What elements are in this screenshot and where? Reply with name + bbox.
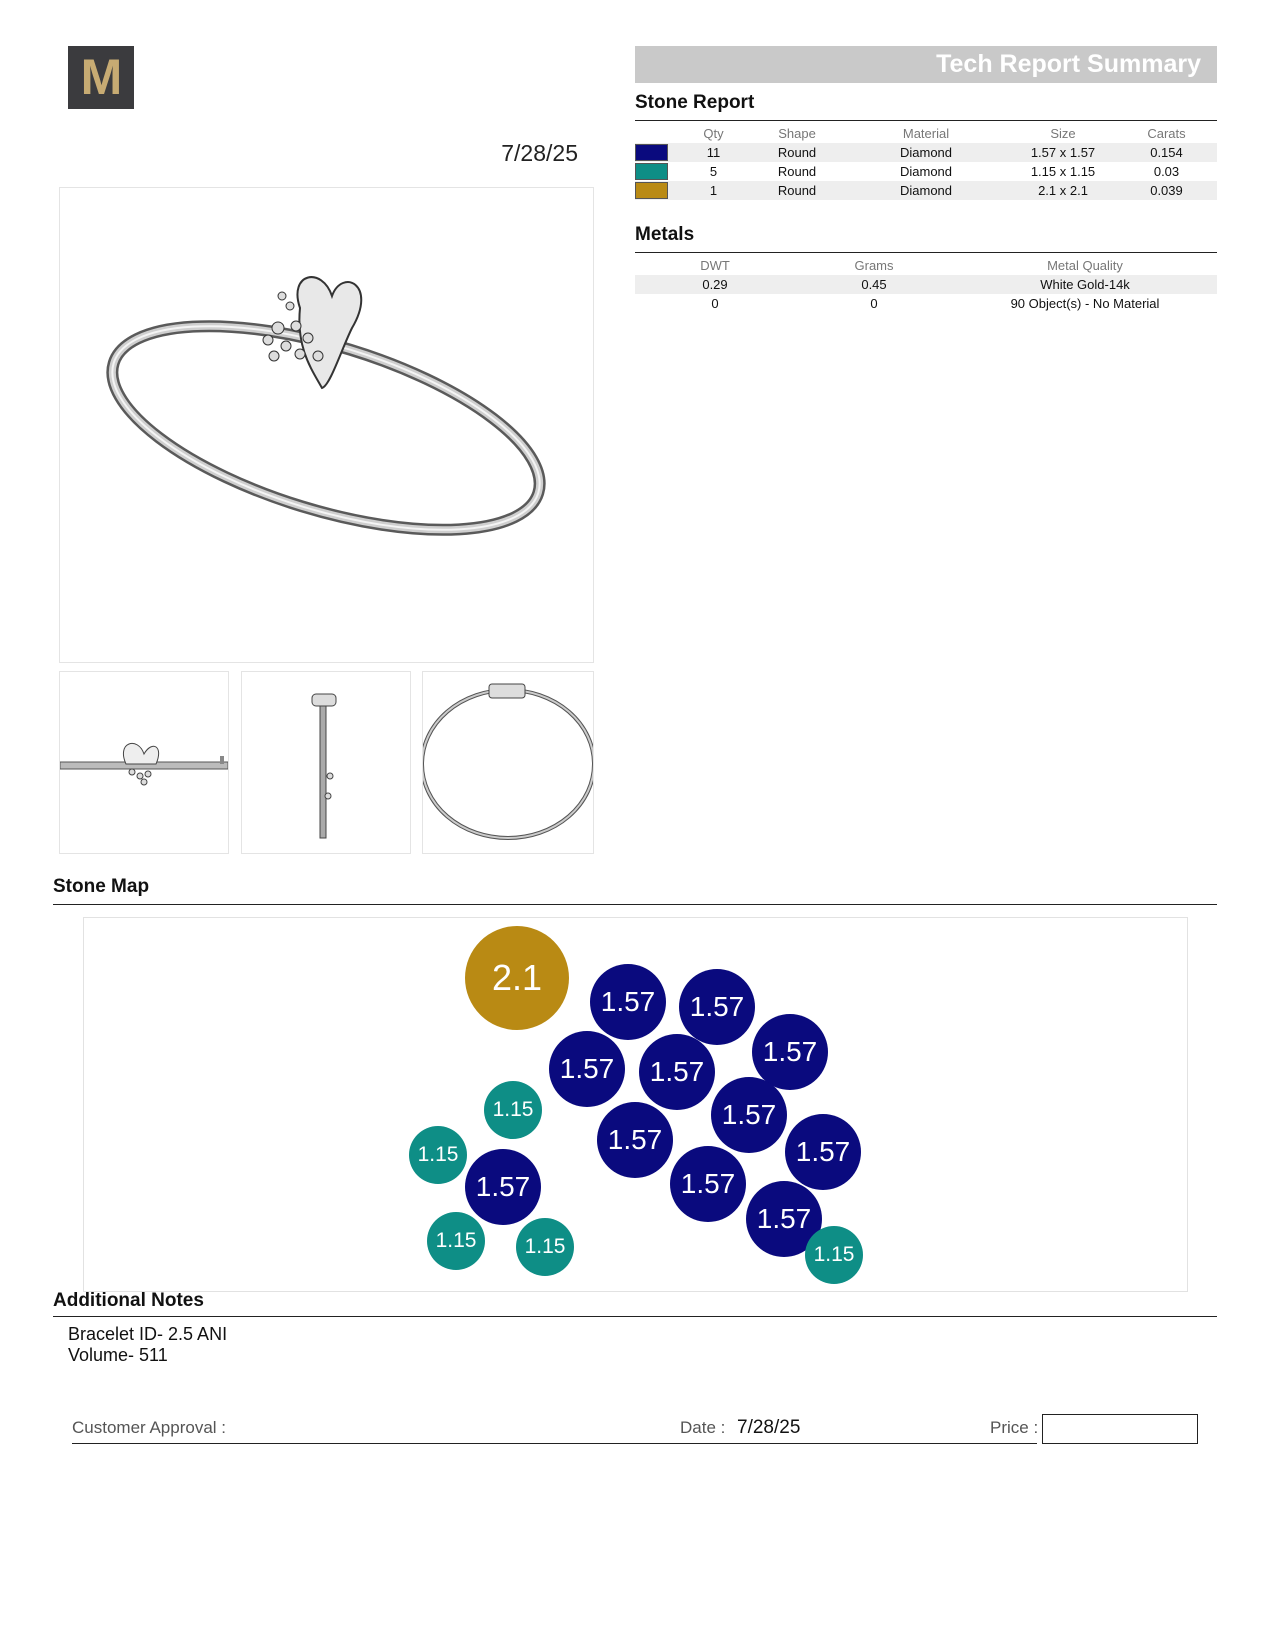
- bangle-top-render: [423, 672, 593, 853]
- metal-quality: 90 Object(s) - No Material: [1010, 296, 1160, 311]
- note-line: Bracelet ID- 2.5 ANI: [68, 1324, 228, 1344]
- table-row: [635, 294, 1217, 313]
- butterfly-motif: [263, 277, 361, 388]
- report-date: 7/28/25: [501, 140, 578, 166]
- stone-marker: 2.1: [465, 926, 569, 1030]
- metal-grams: 0.45: [795, 275, 953, 294]
- stone-size: 1.57 x 1.57: [1010, 143, 1116, 162]
- stone-marker: 1.57: [670, 1146, 746, 1222]
- stone-marker: 1.15: [427, 1212, 485, 1270]
- material-column-header: Material: [902, 125, 950, 141]
- metals-rule: [635, 252, 1217, 253]
- stone-material: Diamond: [842, 181, 1010, 200]
- stone-marker: 1.15: [409, 1126, 467, 1184]
- metal-quality-column-header: Metal Quality: [1047, 257, 1123, 273]
- stone-shape: Round: [752, 181, 842, 200]
- additional-notes-rule: [53, 1316, 1217, 1317]
- stone-marker: 1.57: [746, 1181, 822, 1257]
- bangle-perspective-render: [60, 188, 593, 662]
- additional-notes-heading: Additional Notes: [53, 1290, 204, 1311]
- stone-color-swatch: [635, 144, 668, 161]
- stone-marker: 1.15: [516, 1218, 574, 1276]
- stone-marker: 1.57: [785, 1114, 861, 1190]
- stone-marker: 1.57: [679, 969, 755, 1045]
- stone-size: 1.15 x 1.15: [1030, 164, 1096, 179]
- stone-qty: 5: [709, 164, 718, 179]
- top-view-thumbnail: [422, 671, 594, 854]
- stone-marker: 1.15: [484, 1081, 542, 1139]
- metal-grams: 0: [870, 296, 878, 311]
- stone-map-heading: Stone Map: [53, 876, 150, 897]
- stone-marker: 1.57: [639, 1034, 715, 1110]
- stone-map-rule: [53, 904, 1217, 905]
- main-render-image: [59, 187, 594, 663]
- customer-approval-label: Customer Approval :: [72, 1418, 227, 1437]
- stone-marker: 1.15: [805, 1226, 863, 1284]
- note-line: Volume- 511: [68, 1345, 168, 1365]
- shape-column-header: Shape: [778, 125, 816, 141]
- stone-color-swatch: [635, 182, 668, 199]
- stone-shape: Round: [777, 164, 817, 179]
- stone-shape: Round: [752, 143, 842, 162]
- stone-marker: 1.57: [597, 1102, 673, 1178]
- stone-report-header-row: [635, 123, 1217, 143]
- metals-heading: Metals: [635, 224, 695, 245]
- table-row: [635, 143, 1217, 162]
- bangle-side-render: [242, 672, 410, 853]
- price-field[interactable]: [1042, 1414, 1198, 1444]
- stone-marker: 1.57: [465, 1149, 541, 1225]
- side-view-thumbnail: [241, 671, 411, 854]
- size-column-header: Size: [1050, 125, 1076, 141]
- stone-material: Diamond: [842, 143, 1010, 162]
- stone-color-swatch: [635, 163, 668, 180]
- grams-column-header: Grams: [854, 257, 894, 273]
- stone-marker: 1.57: [549, 1031, 625, 1107]
- stone-marker: 1.57: [711, 1077, 787, 1153]
- table-row: [635, 181, 1217, 200]
- stone-carats: 0.039: [1116, 181, 1217, 200]
- report-title: Tech Report Summary: [936, 50, 1201, 78]
- stone-map-canvas: [83, 917, 1188, 1292]
- bangle-front-render: [60, 672, 228, 853]
- company-logo: [68, 46, 134, 109]
- stone-qty: 1: [675, 181, 752, 200]
- stone-qty: 11: [675, 143, 752, 162]
- title-bar: [635, 46, 1217, 83]
- stone-report-rule: [635, 120, 1217, 121]
- stone-size: 2.1 x 2.1: [1010, 181, 1116, 200]
- stone-report-table: [635, 123, 1217, 200]
- carats-column-header: Carats: [1147, 125, 1186, 141]
- stone-carats: 0.03: [1153, 164, 1180, 179]
- metal-dwt: 0: [711, 296, 719, 311]
- stone-marker: 1.57: [590, 964, 666, 1040]
- price-label: Price :: [990, 1418, 1039, 1437]
- metals-header-row: [635, 255, 1217, 275]
- table-row: [635, 275, 1217, 294]
- dwt-column-header: DWT: [700, 257, 730, 273]
- front-view-thumbnail: [59, 671, 229, 854]
- signature-line: [72, 1443, 1037, 1444]
- table-row: [635, 162, 1217, 181]
- color-column-header: [635, 123, 675, 143]
- approval-date-value: 7/28/25: [737, 1417, 801, 1438]
- metal-quality: White Gold-14k: [953, 275, 1217, 294]
- logo-letter: M: [80, 49, 122, 105]
- qty-column-header: Qty: [703, 125, 724, 141]
- stone-material: Diamond: [899, 164, 953, 179]
- stone-report-heading: Stone Report: [635, 92, 755, 113]
- metal-dwt: 0.29: [635, 275, 795, 294]
- stone-marker: 1.57: [752, 1014, 828, 1090]
- stone-carats: 0.154: [1116, 143, 1217, 162]
- metals-table: [635, 255, 1217, 313]
- date-label: Date :: [680, 1418, 726, 1437]
